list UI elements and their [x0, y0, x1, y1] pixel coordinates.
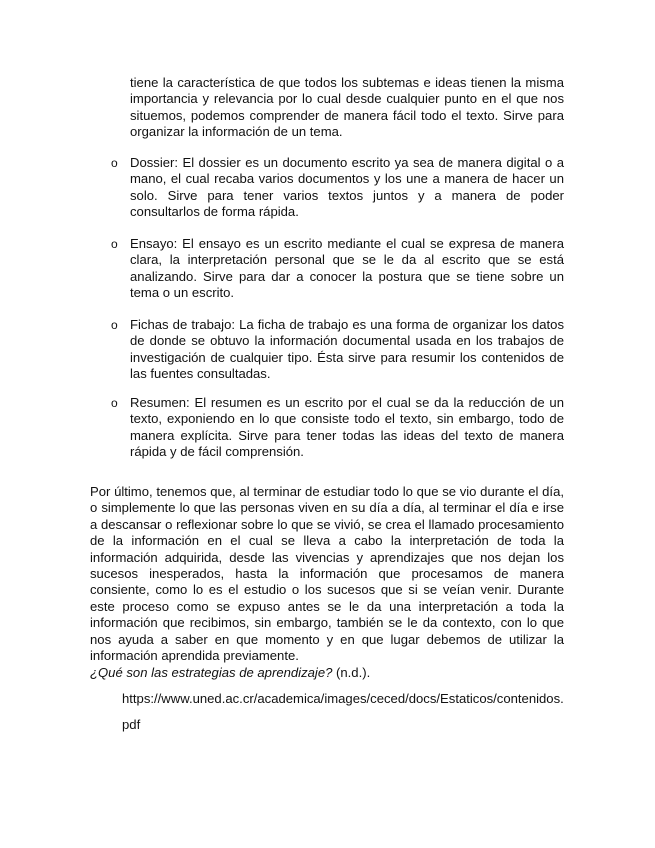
list-item-dossier: [111, 155, 564, 221]
reference-title: ¿Qué son las estrategias de aprendizaje?: [90, 665, 333, 680]
list-item-fichas-de-trabajo: [111, 317, 564, 383]
reference-date: (n.d.).: [332, 665, 371, 680]
list-item-text: Fichas de trabajo: La ficha de trabajo es una forma de organizar los datos de donde se obtuvo la información documental usada en los trabajos de investigación de cualquier tipo. Ésta sirve para resumir los contenidos de las fuentes consultadas.: [130, 317, 564, 382]
bullet-marker: o: [111, 156, 118, 170]
continued-paragraph: tiene la característica de que todos los subtemas e ideas tienen la misma importancia y relevancia por lo cual desde cualquier punto en el que nos situemos, podemos comprender de manera fácil todo el texto. Sirve para organizar la información de un tema.: [130, 75, 564, 140]
reference-citation: [90, 665, 370, 681]
list-item-text: Ensayo: El ensayo es un escrito mediante el cual se expresa de manera clara, la interpretación personal que se le da al escrito que se está analizando. Sirve para dar a conocer la postura que se tiene sobre un tema o un escrito.: [130, 236, 564, 301]
bullet-marker: o: [111, 237, 118, 251]
list-item-ensayo: [111, 236, 564, 302]
list-item-text: Dossier: El dossier es un documento escrito ya sea de manera digital o a mano, el cual recaba varios documentos y los une a manera de hacer un solo. Sirve para tener varios textos juntos y a manera de poder consultarlos de forma rápida.: [130, 155, 564, 220]
reference-url-continuation: pdf: [122, 717, 141, 732]
list-item-resumen: [111, 395, 564, 461]
reference-url: https://www.uned.ac.cr/academica/images/ceced/docs/Estaticos/contenidos.: [122, 691, 564, 706]
list-item-text: Resumen: El resumen es un escrito por el cual se da la reducción de un texto, exponiendo en lo que consiste todo el texto, sin embargo, todo de manera explícita. Sirve para tener todas las ideas del texto de manera rápida y de fácil comprensión.: [130, 395, 564, 460]
bullet-marker: o: [111, 318, 118, 332]
closing-paragraph: Por último, tenemos que, al terminar de estudiar todo lo que se vio durante el día, o simplemente lo que las personas viven en su día a día, al terminar el día e irse a descansar o reflexionar sobre lo que se vivió, se crea el llamado procesamiento de la información en el cual se lleva a cabo la interpretación de toda la información adquirida, desde las vivencias y aprendizajes que nos dejan los sucesos inesperados, hasta la información que procesamos de manera consiente, como lo es el estudio o los sucesos que si se veían venir. Durante este proceso como se expuso antes se le da una interpretación a toda la información que recibimos, sin embargo, también se le da contexto, con lo que nos ayuda a saber en que momento y en que lugar debemos de utilizar la información aprendida previamente.: [90, 484, 564, 664]
bullet-marker: o: [111, 396, 118, 410]
